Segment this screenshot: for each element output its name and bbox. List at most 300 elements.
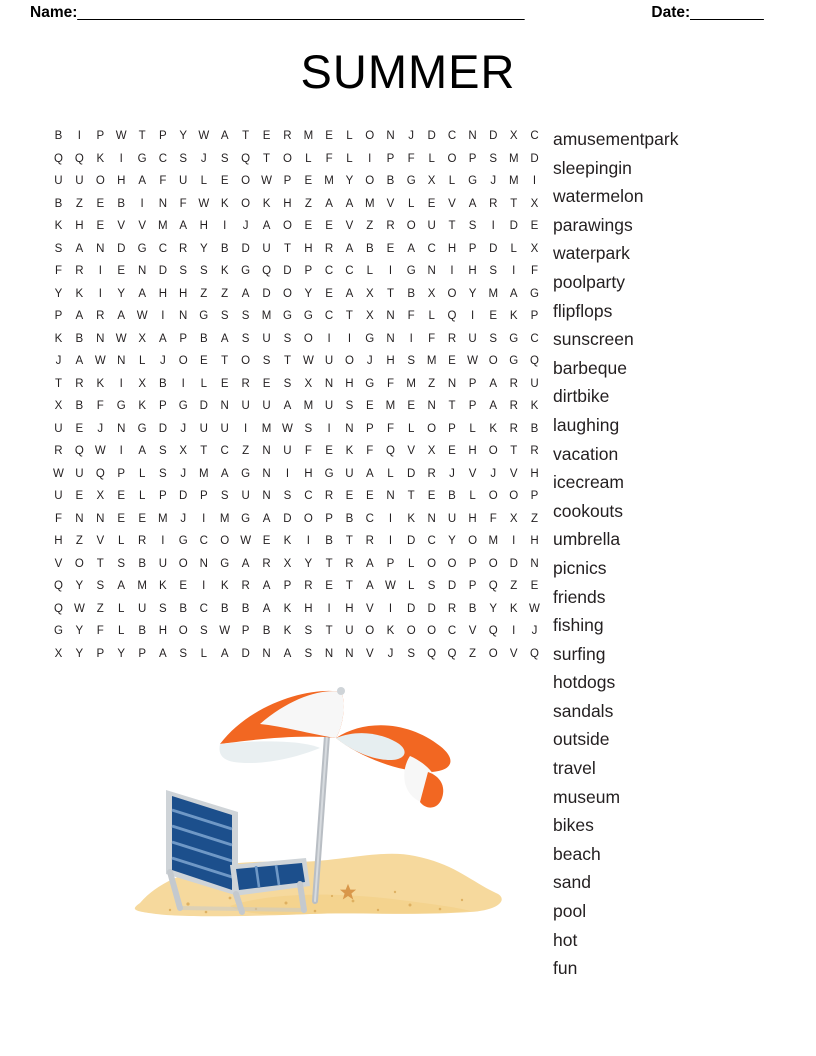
grid-cell[interactable]: V: [509, 647, 518, 660]
grid-cell[interactable]: B: [468, 602, 477, 615]
grid-cell[interactable]: I: [98, 265, 102, 278]
grid-cell[interactable]: E: [117, 512, 126, 525]
grid-cell[interactable]: Z: [366, 220, 374, 233]
grid-cell[interactable]: L: [387, 467, 394, 480]
grid-cell[interactable]: U: [54, 422, 63, 435]
grid-cell[interactable]: L: [200, 377, 207, 390]
grid-cell[interactable]: U: [283, 445, 292, 458]
grid-cell[interactable]: W: [136, 310, 148, 323]
grid-cell[interactable]: W: [261, 175, 272, 188]
grid-cell[interactable]: O: [447, 287, 457, 300]
grid-cell[interactable]: H: [54, 535, 63, 548]
grid-cell[interactable]: E: [427, 490, 436, 503]
grid-cell[interactable]: Y: [54, 287, 63, 300]
word-list-item[interactable]: umbrella: [553, 529, 621, 550]
grid-cell[interactable]: R: [283, 130, 292, 143]
grid-cell[interactable]: G: [324, 467, 334, 480]
grid-cell[interactable]: L: [407, 557, 415, 570]
grid-cell[interactable]: O: [488, 557, 498, 570]
grid-cell[interactable]: I: [327, 422, 331, 435]
grid-cell[interactable]: M: [261, 422, 272, 435]
grid-cell[interactable]: J: [180, 422, 187, 435]
grid-cell[interactable]: C: [447, 130, 457, 143]
grid-cell[interactable]: O: [178, 625, 188, 638]
grid-cell[interactable]: H: [75, 220, 84, 233]
grid-cell[interactable]: Z: [428, 377, 436, 390]
grid-cell[interactable]: Q: [530, 355, 539, 368]
grid-cell[interactable]: A: [220, 647, 229, 660]
grid-cell[interactable]: T: [242, 130, 250, 143]
grid-cell[interactable]: I: [327, 602, 331, 615]
grid-cell[interactable]: W: [282, 422, 293, 435]
grid-cell[interactable]: N: [468, 130, 477, 143]
grid-cell[interactable]: H: [158, 287, 167, 300]
grid-cell[interactable]: J: [55, 355, 62, 368]
grid-cell[interactable]: K: [54, 220, 63, 233]
grid-cell[interactable]: E: [365, 400, 374, 413]
word-list-item[interactable]: sleepingin: [553, 157, 632, 178]
grid-cell[interactable]: C: [530, 332, 539, 345]
grid-cell[interactable]: F: [325, 152, 333, 165]
grid-cell[interactable]: B: [220, 242, 229, 255]
grid-cell[interactable]: B: [138, 625, 146, 638]
grid-cell[interactable]: B: [345, 512, 354, 525]
grid-cell[interactable]: W: [240, 535, 252, 548]
grid-cell[interactable]: H: [304, 602, 313, 615]
grid-cell[interactable]: A: [345, 287, 354, 300]
grid-cell[interactable]: U: [324, 355, 334, 368]
grid-cell[interactable]: W: [94, 355, 106, 368]
grid-cell[interactable]: N: [386, 130, 395, 143]
grid-cell[interactable]: Q: [427, 647, 437, 660]
grid-cell[interactable]: Q: [95, 467, 105, 480]
grid-cell[interactable]: E: [325, 287, 333, 300]
grid-cell[interactable]: P: [468, 152, 477, 165]
grid-cell[interactable]: K: [138, 400, 146, 413]
grid-cell[interactable]: B: [241, 602, 250, 615]
grid-cell[interactable]: X: [96, 490, 105, 503]
grid-cell[interactable]: G: [365, 332, 375, 345]
grid-cell[interactable]: T: [96, 557, 104, 570]
grid-cell[interactable]: N: [158, 197, 167, 210]
grid-cell[interactable]: L: [366, 265, 373, 278]
grid-cell[interactable]: A: [345, 242, 354, 255]
grid-cell[interactable]: C: [324, 265, 334, 278]
grid-cell[interactable]: Q: [74, 445, 84, 458]
grid-cell[interactable]: S: [220, 152, 229, 165]
grid-cell[interactable]: I: [512, 265, 516, 278]
grid-cell[interactable]: H: [345, 377, 354, 390]
grid-cell[interactable]: P: [159, 400, 167, 413]
grid-cell[interactable]: E: [448, 445, 456, 458]
grid-cell[interactable]: V: [468, 625, 477, 638]
grid-cell[interactable]: L: [346, 130, 353, 143]
grid-cell[interactable]: Z: [200, 287, 208, 300]
grid-cell[interactable]: J: [449, 467, 455, 480]
word-list-item[interactable]: fun: [553, 958, 578, 979]
grid-cell[interactable]: N: [96, 242, 105, 255]
grid-cell[interactable]: N: [117, 422, 126, 435]
grid-cell[interactable]: U: [220, 422, 229, 435]
grid-cell[interactable]: M: [158, 512, 168, 525]
grid-cell[interactable]: N: [447, 377, 457, 390]
grid-cell[interactable]: R: [179, 242, 188, 255]
grid-cell[interactable]: N: [199, 557, 208, 570]
grid-cell[interactable]: F: [96, 625, 104, 638]
grid-cell[interactable]: L: [428, 310, 435, 323]
grid-cell[interactable]: E: [138, 512, 146, 525]
grid-cell[interactable]: J: [387, 647, 394, 660]
grid-cell[interactable]: X: [509, 512, 518, 525]
grid-cell[interactable]: O: [447, 152, 457, 165]
grid-cell[interactable]: G: [178, 400, 188, 413]
word-list-item[interactable]: hotdogs: [553, 672, 616, 693]
grid-cell[interactable]: R: [386, 220, 395, 233]
grid-cell[interactable]: K: [530, 400, 539, 413]
grid-cell[interactable]: L: [448, 175, 456, 188]
grid-cell[interactable]: O: [282, 152, 292, 165]
grid-cell[interactable]: T: [325, 625, 333, 638]
grid-cell[interactable]: P: [96, 130, 105, 143]
grid-cell[interactable]: O: [282, 220, 292, 233]
grid-cell[interactable]: N: [427, 400, 436, 413]
grid-cell[interactable]: L: [346, 152, 353, 165]
grid-cell[interactable]: U: [75, 175, 84, 188]
grid-cell[interactable]: P: [448, 422, 456, 435]
grid-cell[interactable]: S: [283, 490, 292, 503]
grid-cell[interactable]: M: [385, 400, 396, 413]
grid-cell[interactable]: T: [345, 535, 353, 548]
grid-cell[interactable]: F: [179, 197, 187, 210]
grid-cell[interactable]: D: [262, 287, 271, 300]
grid-cell[interactable]: H: [304, 242, 313, 255]
grid-cell[interactable]: X: [530, 197, 539, 210]
grid-cell[interactable]: S: [159, 445, 167, 458]
grid-cell[interactable]: A: [220, 130, 229, 143]
grid-cell[interactable]: V: [365, 647, 374, 660]
grid-cell[interactable]: W: [53, 467, 64, 480]
grid-cell[interactable]: S: [304, 625, 313, 638]
grid-cell[interactable]: I: [470, 310, 475, 323]
grid-cell[interactable]: A: [365, 580, 374, 593]
word-list-item[interactable]: cookouts: [553, 500, 624, 521]
grid-cell[interactable]: H: [530, 467, 539, 480]
grid-cell[interactable]: S: [304, 647, 313, 660]
word-list-item[interactable]: waterpark: [553, 243, 630, 264]
grid-cell[interactable]: E: [96, 220, 105, 233]
grid-cell[interactable]: W: [467, 355, 478, 368]
grid-cell[interactable]: K: [220, 580, 229, 593]
grid-cell[interactable]: A: [489, 400, 498, 413]
grid-cell[interactable]: I: [119, 152, 123, 165]
grid-cell[interactable]: I: [98, 287, 102, 300]
grid-cell[interactable]: V: [365, 602, 374, 615]
grid-cell[interactable]: D: [407, 602, 416, 615]
grid-cell[interactable]: I: [119, 377, 123, 390]
grid-cell[interactable]: I: [181, 377, 185, 390]
grid-cell[interactable]: O: [447, 557, 457, 570]
grid-cell[interactable]: R: [324, 242, 334, 255]
grid-cell[interactable]: U: [530, 377, 539, 390]
grid-cell[interactable]: D: [241, 242, 250, 255]
word-list-item[interactable]: hot: [553, 929, 578, 950]
grid-cell[interactable]: R: [345, 557, 354, 570]
grid-cell[interactable]: O: [365, 130, 375, 143]
grid-cell[interactable]: D: [509, 557, 518, 570]
grid-cell[interactable]: B: [179, 602, 188, 615]
grid-cell[interactable]: A: [262, 512, 271, 525]
grid-cell[interactable]: P: [138, 647, 146, 660]
grid-cell[interactable]: H: [386, 355, 395, 368]
grid-cell[interactable]: P: [468, 580, 477, 593]
grid-cell[interactable]: D: [530, 152, 539, 165]
grid-cell[interactable]: M: [303, 130, 314, 143]
grid-cell[interactable]: C: [530, 130, 539, 143]
grid-cell[interactable]: E: [75, 422, 84, 435]
grid-cell[interactable]: G: [365, 377, 375, 390]
grid-cell[interactable]: K: [96, 152, 105, 165]
grid-cell[interactable]: I: [491, 220, 495, 233]
grid-cell[interactable]: S: [407, 647, 415, 660]
grid-cell[interactable]: S: [220, 490, 229, 503]
grid-cell[interactable]: E: [448, 355, 456, 368]
grid-cell[interactable]: C: [220, 445, 229, 458]
word-list-item[interactable]: beach: [553, 843, 601, 864]
grid-cell[interactable]: W: [302, 355, 314, 368]
grid-cell[interactable]: R: [365, 535, 374, 548]
grid-cell[interactable]: N: [386, 490, 395, 503]
grid-cell[interactable]: B: [407, 287, 415, 300]
grid-cell[interactable]: K: [262, 197, 271, 210]
grid-cell[interactable]: P: [241, 625, 250, 638]
grid-cell[interactable]: A: [117, 580, 126, 593]
grid-cell[interactable]: E: [325, 220, 333, 233]
grid-cell[interactable]: Q: [530, 647, 539, 660]
grid-cell[interactable]: Z: [96, 602, 104, 615]
grid-cell[interactable]: F: [386, 422, 394, 435]
grid-cell[interactable]: T: [448, 220, 456, 233]
grid-cell[interactable]: T: [263, 152, 271, 165]
grid-cell[interactable]: O: [282, 287, 292, 300]
grid-cell[interactable]: T: [283, 355, 291, 368]
word-list-item[interactable]: amusementpark: [553, 129, 679, 149]
grid-cell[interactable]: S: [199, 265, 208, 278]
grid-cell[interactable]: T: [325, 557, 333, 570]
grid-cell[interactable]: L: [138, 355, 146, 368]
grid-cell[interactable]: D: [199, 400, 208, 413]
grid-cell[interactable]: U: [345, 625, 354, 638]
grid-cell[interactable]: R: [489, 197, 498, 210]
grid-cell[interactable]: M: [426, 355, 437, 368]
grid-cell[interactable]: N: [386, 332, 395, 345]
grid-cell[interactable]: G: [406, 265, 416, 278]
grid-cell[interactable]: Y: [117, 647, 126, 660]
grid-cell[interactable]: I: [388, 602, 393, 615]
grid-cell[interactable]: H: [117, 175, 126, 188]
grid-cell[interactable]: B: [159, 377, 167, 390]
grid-cell[interactable]: X: [54, 647, 63, 660]
grid-cell[interactable]: L: [200, 175, 207, 188]
grid-cell[interactable]: P: [117, 467, 126, 480]
grid-cell[interactable]: S: [179, 152, 188, 165]
grid-cell[interactable]: E: [530, 580, 539, 593]
grid-cell[interactable]: P: [54, 310, 63, 323]
grid-cell[interactable]: Z: [530, 512, 538, 525]
grid-cell[interactable]: D: [407, 467, 416, 480]
grid-cell[interactable]: L: [469, 490, 476, 503]
grid-cell[interactable]: O: [344, 355, 354, 368]
grid-cell[interactable]: U: [447, 512, 457, 525]
grid-cell[interactable]: B: [117, 197, 126, 210]
grid-cell[interactable]: I: [368, 152, 372, 165]
grid-cell[interactable]: Z: [304, 197, 312, 210]
grid-cell[interactable]: V: [96, 535, 105, 548]
grid-cell[interactable]: U: [262, 242, 271, 255]
grid-cell[interactable]: E: [262, 130, 271, 143]
grid-cell[interactable]: D: [117, 242, 126, 255]
grid-cell[interactable]: J: [180, 512, 187, 525]
grid-cell[interactable]: K: [220, 265, 229, 278]
grid-cell[interactable]: M: [261, 310, 272, 323]
grid-cell[interactable]: Z: [221, 287, 229, 300]
grid-cell[interactable]: G: [468, 175, 478, 188]
grid-cell[interactable]: J: [159, 355, 166, 368]
grid-cell[interactable]: O: [488, 445, 498, 458]
grid-cell[interactable]: A: [138, 445, 146, 458]
grid-cell[interactable]: E: [325, 445, 333, 458]
grid-cell[interactable]: D: [447, 580, 457, 593]
grid-cell[interactable]: T: [448, 400, 456, 413]
grid-cell[interactable]: X: [509, 130, 518, 143]
grid-cell[interactable]: X: [365, 310, 374, 323]
grid-cell[interactable]: O: [468, 535, 478, 548]
grid-cell[interactable]: F: [159, 175, 167, 188]
grid-cell[interactable]: B: [199, 332, 208, 345]
grid-cell[interactable]: R: [75, 377, 84, 390]
grid-cell[interactable]: N: [324, 647, 334, 660]
grid-cell[interactable]: D: [241, 647, 250, 660]
grid-cell[interactable]: D: [158, 265, 167, 278]
grid-cell[interactable]: U: [75, 467, 84, 480]
grid-cell[interactable]: N: [345, 647, 354, 660]
grid-cell[interactable]: D: [489, 130, 498, 143]
grid-cell[interactable]: B: [262, 625, 271, 638]
grid-cell[interactable]: J: [366, 355, 373, 368]
grid-cell[interactable]: P: [283, 175, 292, 188]
grid-cell[interactable]: A: [468, 197, 477, 210]
grid-cell[interactable]: C: [199, 602, 208, 615]
grid-cell[interactable]: P: [325, 512, 333, 525]
grid-cell[interactable]: D: [427, 130, 436, 143]
grid-cell[interactable]: P: [468, 400, 477, 413]
grid-cell[interactable]: A: [325, 197, 333, 210]
grid-cell[interactable]: F: [407, 152, 415, 165]
grid-cell[interactable]: M: [364, 197, 375, 210]
grid-cell[interactable]: R: [324, 490, 334, 503]
grid-cell[interactable]: S: [489, 152, 498, 165]
grid-cell[interactable]: S: [159, 467, 167, 480]
grid-cell[interactable]: K: [283, 625, 292, 638]
grid-cell[interactable]: N: [96, 512, 105, 525]
grid-cell[interactable]: E: [262, 377, 271, 390]
grid-cell[interactable]: S: [345, 400, 354, 413]
word-list-item[interactable]: outside: [553, 729, 610, 750]
grid-cell[interactable]: Q: [488, 625, 498, 638]
grid-cell[interactable]: A: [407, 242, 415, 255]
grid-cell[interactable]: M: [158, 220, 168, 233]
grid-cell[interactable]: I: [244, 422, 248, 435]
word-list-item[interactable]: icecream: [553, 472, 624, 493]
grid-cell[interactable]: H: [468, 512, 477, 525]
name-blank-line[interactable]: _______________________________________________________: [77, 4, 525, 21]
grid-cell[interactable]: F: [407, 310, 415, 323]
grid-cell[interactable]: L: [428, 152, 435, 165]
grid-cell[interactable]: C: [199, 535, 208, 548]
word-list-item[interactable]: picnics: [553, 557, 607, 578]
grid-cell[interactable]: Q: [447, 310, 457, 323]
grid-cell[interactable]: G: [241, 467, 251, 480]
grid-cell[interactable]: F: [386, 377, 394, 390]
grid-cell[interactable]: I: [161, 310, 165, 323]
grid-cell[interactable]: B: [54, 130, 63, 143]
grid-cell[interactable]: O: [241, 355, 251, 368]
grid-cell[interactable]: A: [345, 197, 354, 210]
grid-cell[interactable]: K: [489, 422, 498, 435]
grid-cell[interactable]: I: [512, 535, 516, 548]
grid-cell[interactable]: S: [199, 625, 208, 638]
grid-cell[interactable]: A: [159, 332, 167, 345]
grid-cell[interactable]: J: [408, 130, 415, 143]
grid-cell[interactable]: E: [220, 175, 229, 188]
grid-cell[interactable]: N: [262, 445, 271, 458]
grid-cell[interactable]: H: [179, 287, 188, 300]
word-list-item[interactable]: laughing: [553, 414, 620, 435]
grid-cell[interactable]: Y: [489, 602, 498, 615]
grid-cell[interactable]: L: [138, 467, 146, 480]
grid-cell[interactable]: T: [54, 377, 62, 390]
grid-cell[interactable]: U: [468, 332, 477, 345]
grid-cell[interactable]: B: [54, 197, 63, 210]
grid-cell[interactable]: D: [179, 490, 188, 503]
grid-cell[interactable]: O: [509, 490, 519, 503]
grid-cell[interactable]: O: [74, 557, 84, 570]
grid-cell[interactable]: K: [220, 197, 229, 210]
grid-cell[interactable]: N: [427, 512, 436, 525]
grid-cell[interactable]: W: [198, 197, 210, 210]
grid-cell[interactable]: B: [365, 242, 374, 255]
grid-cell[interactable]: Z: [469, 647, 477, 660]
grid-cell[interactable]: G: [509, 332, 519, 345]
grid-cell[interactable]: K: [386, 625, 395, 638]
grid-cell[interactable]: O: [241, 175, 251, 188]
word-list-item[interactable]: barbeque: [553, 357, 627, 378]
grid-cell[interactable]: W: [198, 130, 210, 143]
word-list-item[interactable]: poolparty: [553, 271, 625, 292]
grid-cell[interactable]: X: [54, 400, 63, 413]
grid-cell[interactable]: R: [447, 332, 457, 345]
grid-cell[interactable]: A: [138, 287, 146, 300]
word-list-item[interactable]: flipflops: [553, 300, 613, 321]
grid-cell[interactable]: I: [532, 175, 537, 188]
grid-cell[interactable]: P: [283, 580, 292, 593]
grid-cell[interactable]: Q: [74, 152, 84, 165]
letter-grid[interactable]: [48, 125, 545, 665]
grid-cell[interactable]: L: [407, 422, 415, 435]
grid-cell[interactable]: D: [509, 220, 518, 233]
word-list-item[interactable]: friends: [553, 586, 606, 607]
word-list-item[interactable]: dirtbike: [553, 386, 610, 407]
grid-cell[interactable]: M: [137, 580, 147, 593]
